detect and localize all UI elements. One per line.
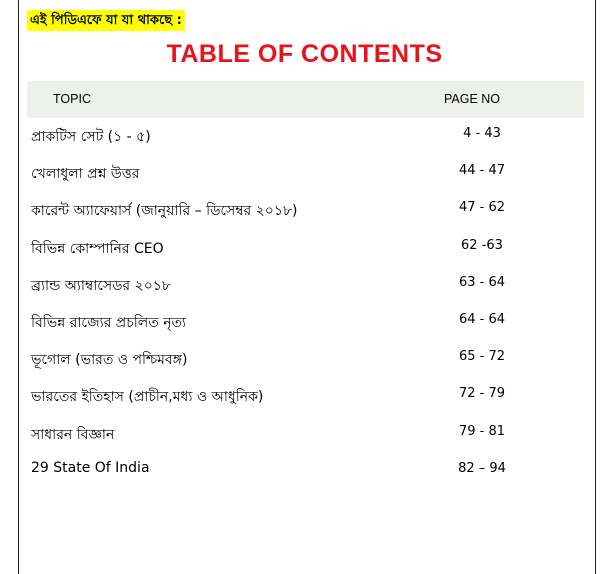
table-row	[27, 346, 584, 370]
row-topic: 29 State Of India	[31, 460, 150, 476]
row-pages: 65 - 72	[458, 349, 506, 364]
page-title: TABLE OF CONTENTS	[166, 40, 443, 68]
row-pages: 64 - 64	[458, 312, 506, 327]
row-topic: বিভিন্ন রাজ্যের প্রচলিত নৃত্য	[31, 315, 187, 331]
row-pages: 62 -63	[461, 238, 503, 253]
row-pages: 72 - 79	[458, 386, 506, 401]
row-pages: 44 - 47	[458, 163, 506, 178]
row-topic: খেলাধুলা প্রশ্ন উত্তর	[31, 166, 140, 182]
table-header	[27, 81, 584, 118]
table-row	[27, 421, 584, 445]
row-pages: 79 - 81	[458, 424, 506, 439]
row-topic: প্রাকটিস সেট (১ - ৫)	[31, 129, 151, 145]
row-topic: বিভিন্ন কোম্পানির CEO	[31, 241, 164, 257]
row-pages: 63 - 64	[458, 275, 506, 290]
row-topic: কারেন্ট অ্যাফেয়ার্স (জানুয়ারি – ডিসেম্বর ২০১৮)	[31, 203, 298, 219]
header-topic: TOPIC	[53, 92, 91, 106]
table-row	[27, 383, 584, 407]
intro-highlight-label: এই পিডিএফে যা যা থাকছে :	[27, 10, 185, 31]
row-pages: 47 - 62	[458, 200, 506, 215]
table-row	[27, 160, 584, 184]
row-topic: ভূগোল (ভারত ও পশ্চিমবঙ্গ)	[31, 352, 188, 368]
row-topic: ভারতের ইতিহাস (প্রাচীন,মধ্য ও আধুনিক)	[31, 389, 264, 405]
table-row	[27, 235, 584, 259]
table-row	[27, 123, 584, 147]
row-pages: 82 – 94	[458, 461, 506, 476]
row-topic: সাধারন বিজ্ঞান	[31, 427, 115, 443]
table-row	[27, 458, 584, 482]
header-page-no: PAGE NO	[444, 92, 501, 106]
table-row	[27, 197, 584, 221]
table-row	[27, 272, 584, 296]
row-pages: 4 - 43	[463, 126, 501, 141]
table-row	[27, 309, 584, 333]
row-topic: ব্র্যান্ড অ্যাম্বাসেডর ২০১৮	[31, 278, 171, 294]
